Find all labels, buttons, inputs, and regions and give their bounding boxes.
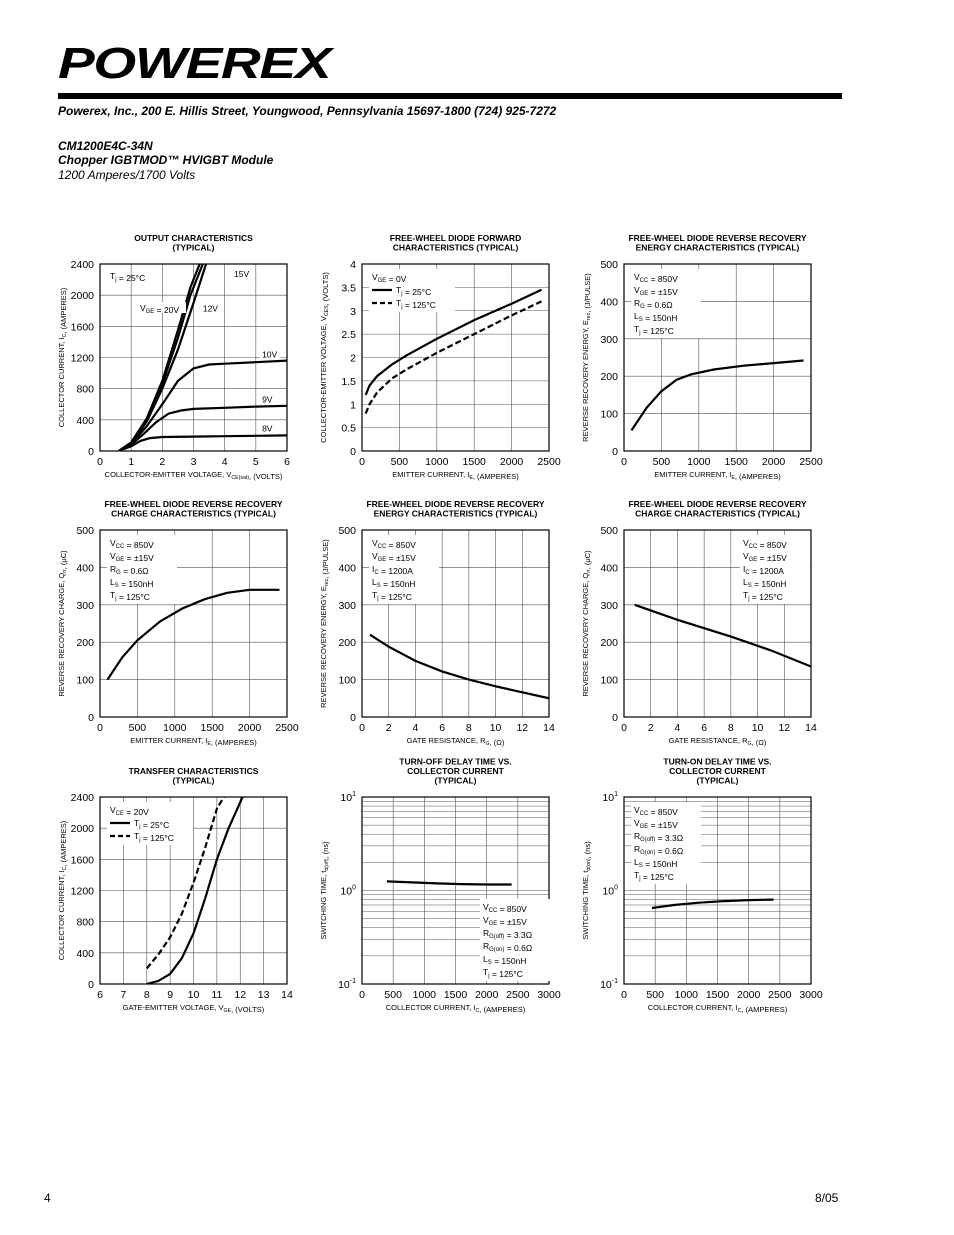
y-tick-label: 4	[350, 259, 356, 271]
chart-title-line: CHARGE CHARACTERISTICS (TYPICAL)	[635, 508, 800, 519]
x-tick-label: 4	[412, 722, 419, 734]
x-tick-label: 1	[128, 456, 135, 468]
company-address: Powerex, Inc., 200 E. Hillis Street, Youngwood, Pennsylvania 15697-1800 (724) 925-7272	[58, 104, 557, 118]
x-tick-label: 2500	[506, 989, 530, 1001]
x-axis-label: GATE RESISTANCE, $R_G$, (Ω)	[668, 736, 767, 747]
annotation-text: $L_S = 150nH$	[634, 857, 678, 869]
y-axis-label: COLLECTOR CURRENT, $I_C$, (AMPERES)	[57, 287, 68, 428]
y-axis-label: REVERSE RECOVERY CHARGE, $Q_{rr}$, (μC)	[57, 550, 68, 697]
x-tick-label: 12	[778, 722, 791, 734]
x-tick-label: 1000	[412, 989, 437, 1001]
model-number: CM1200E4C-34N	[58, 139, 153, 153]
annotation-text: $V_{CE} = 20V$	[110, 805, 149, 817]
y-tick-label: 1200	[70, 885, 94, 898]
annotation-text: $L_S = 150nH$	[634, 311, 678, 323]
y-axis-label: REVERSE RECOVERY CHARGE, $Q_{rr}$, (μC)	[581, 550, 592, 697]
annotation-text: $V_{CC} = 850V$	[634, 805, 678, 817]
y-tick-label: $10^{-1}$	[338, 978, 356, 991]
curve-label: 9V	[262, 394, 273, 405]
annotation-text: $L_S = 150nH$	[743, 577, 787, 589]
x-tick-label: 500	[646, 989, 664, 1001]
x-tick-label: 6	[97, 989, 103, 1001]
y-tick-label: 400	[600, 562, 618, 575]
x-tick-label: 2	[385, 722, 392, 734]
chart-c2	[319, 233, 561, 481]
chart-c1	[57, 233, 290, 481]
x-axis-label: COLLECTOR-EMITTER VOLTAGE, $V_{CE(sat)}$, (VOLTS)	[104, 470, 283, 481]
x-tick-label: 5	[252, 456, 259, 468]
annotation-text: $V_{GE} = \pm 15V$	[743, 551, 787, 563]
x-axis-label: GATE RESISTANCE, $R_G$, (Ω)	[406, 736, 505, 747]
x-tick-label: 1000	[674, 989, 699, 1001]
annotation-text: $R_{G(off)} = 3.3\Omega$	[483, 928, 533, 940]
annotation-text: $L_S = 150nH$	[372, 577, 416, 589]
annotation-text: $T_j = 125^\circ C$	[110, 590, 150, 602]
x-tick-label: 1000	[425, 456, 449, 468]
y-tick-label: $10^0$	[602, 884, 618, 898]
x-tick-label: 1500	[200, 722, 224, 734]
chart-title-line: COLLECTOR CURRENT	[407, 766, 504, 776]
chart-c4	[57, 499, 299, 747]
x-tick-label: 2	[159, 456, 166, 468]
annotation-text: $V_{CC} = 850V$	[483, 902, 527, 914]
annotation-text: $T_j = 25^\circ C$	[110, 271, 146, 283]
annotation-text: $V_{CC} = 850V$	[110, 538, 154, 550]
y-tick-label: 1600	[70, 321, 94, 334]
x-tick-label: 2500	[799, 456, 823, 468]
curve-label: 12V	[202, 303, 218, 314]
series-line	[387, 881, 512, 884]
y-tick-label: 2000	[70, 290, 94, 303]
y-tick-label: 400	[600, 296, 618, 309]
y-tick-label: 400	[76, 414, 94, 427]
legend-label: $T_j = 125^\circ C$	[396, 298, 436, 310]
x-tick-label: 0	[359, 722, 365, 734]
chart-title-line: TRANSFER CHARACTERISTICS	[128, 766, 259, 776]
y-tick-label: 100	[600, 674, 618, 687]
y-tick-label: 100	[600, 408, 618, 421]
powerex-logo: POWEREX	[58, 39, 331, 88]
series-line	[652, 900, 774, 908]
x-axis-label: COLLECTOR CURRENT, $I_C$, (AMPERES)	[647, 1003, 788, 1014]
y-tick-label: 400	[76, 947, 94, 960]
x-tick-label: 14	[543, 722, 555, 734]
y-tick-label: 500	[600, 259, 618, 271]
y-tick-label: 400	[76, 562, 94, 575]
y-axis-label: SWITCHING TIME, $t_{d(on)}$, (ns)	[581, 841, 592, 940]
y-tick-label: 1.5	[341, 375, 356, 388]
y-tick-label: 2400	[70, 259, 94, 271]
x-tick-label: 2000	[474, 989, 499, 1001]
y-tick-label: 100	[76, 674, 94, 687]
chart-title-line: FREE-WHEEL DIODE REVERSE RECOVERY	[366, 499, 545, 509]
chart-title-line: FREE-WHEEL DIODE FORWARD	[389, 233, 522, 243]
series-line	[632, 361, 804, 431]
y-tick-label: 300	[76, 599, 94, 612]
y-tick-label: 0	[350, 712, 356, 724]
annotation-text: $V_{CC} = 850V$	[743, 538, 787, 550]
x-tick-label: 14	[805, 722, 817, 734]
x-tick-label: 9	[167, 989, 174, 1001]
annotation-text: $L_S = 150nH$	[110, 577, 154, 589]
x-tick-label: 1000	[163, 722, 187, 734]
annotation-text: $V_{GE} = 20V$	[140, 303, 180, 315]
x-tick-label: 11	[211, 989, 223, 1001]
x-tick-label: 0	[359, 456, 365, 468]
chart-title-line: (TYPICAL)	[434, 775, 477, 786]
x-tick-label: 12	[516, 722, 529, 734]
y-tick-label: 800	[76, 916, 94, 929]
y-tick-label: 300	[600, 599, 618, 612]
x-tick-label: 3000	[799, 989, 823, 1001]
y-axis-label: REVERSE RECOVERY ENERGY, $E_{rec}$, (J/PULSE)	[319, 539, 330, 708]
annotation-text: $I_C = 1200A$	[743, 564, 784, 576]
y-tick-label: 0	[88, 979, 94, 991]
y-tick-label: $10^0$	[340, 884, 356, 898]
y-tick-label: 100	[338, 674, 356, 687]
x-tick-label: 500	[384, 989, 402, 1001]
annotation-text: $T_j = 125^\circ C$	[743, 590, 783, 602]
y-axis-label: COLLECTOR-EMITTER VOLTAGE, $V_{CES}$, (VOLTS)	[319, 272, 330, 443]
y-tick-label: 300	[600, 333, 618, 346]
revision-date: 8/05	[815, 1191, 839, 1205]
x-tick-label: 500	[128, 722, 147, 734]
x-tick-label: 8	[143, 989, 150, 1001]
y-tick-label: 200	[600, 371, 618, 384]
y-tick-label: 0.5	[341, 422, 356, 435]
chart-title-line: TURN-ON DELAY TIME VS.	[663, 756, 772, 767]
annotation-text: $R_{G(on)} = 0.6\Omega$	[483, 941, 533, 953]
x-tick-label: 1500	[443, 989, 468, 1001]
annotation-text: $V_{GE} = \pm 15V$	[634, 818, 678, 830]
x-tick-label: 14	[281, 989, 293, 1001]
y-tick-label: 500	[600, 525, 618, 537]
annotation-text: $T_j = 125^\circ C$	[634, 870, 674, 882]
x-tick-label: 3000	[537, 989, 561, 1001]
annotation-text: $V_{GE} = \pm 15V$	[634, 285, 678, 297]
y-tick-label: $10^1$	[340, 791, 356, 804]
y-tick-label: 200	[338, 637, 356, 650]
x-axis-label: EMITTER CURRENT, $I_E$, (AMPERES)	[130, 736, 257, 747]
x-tick-label: 1500	[724, 456, 748, 468]
y-tick-label: 400	[338, 562, 356, 575]
x-tick-label: 13	[257, 989, 270, 1001]
x-tick-label: 10	[751, 722, 764, 734]
annotation-text: $R_{G(off)} = 3.3\Omega$	[634, 831, 684, 843]
series-line	[119, 435, 287, 451]
y-axis-label: COLLECTOR CURRENT, $I_C$, (AMPERES)	[57, 820, 68, 961]
chart-title-line: (TYPICAL)	[696, 775, 739, 786]
y-axis-label: SWITCHING TIME, $t_{d(off)}$, (ns)	[319, 841, 330, 940]
y-tick-label: 2.5	[341, 329, 356, 342]
x-tick-label: 1000	[687, 456, 711, 468]
x-axis-label: EMITTER CURRENT, $I_E$, (AMPERES)	[392, 470, 519, 481]
chart-c9	[581, 757, 823, 1015]
x-tick-label: 1500	[462, 456, 486, 468]
chart-title-line: (TYPICAL)	[172, 775, 215, 786]
y-tick-label: 500	[338, 525, 356, 537]
chart-title-line: OUTPUT CHARACTERISTICS	[134, 233, 253, 243]
chart-title-line: COLLECTOR CURRENT	[669, 766, 766, 776]
annotation-text: $V_{GE} = \pm 15V$	[110, 551, 154, 563]
chart-title-line: ENERGY CHARACTERISTICS (TYPICAL)	[635, 242, 800, 253]
x-tick-label: 2500	[768, 989, 792, 1001]
x-tick-label: 2000	[237, 722, 262, 734]
annotation-text: $L_S = 150nH$	[483, 954, 527, 966]
y-tick-label: 0	[612, 712, 618, 724]
x-tick-label: 8	[727, 722, 734, 734]
y-tick-label: 3.5	[341, 282, 356, 295]
x-tick-label: 2500	[275, 722, 299, 734]
y-tick-label: 0	[350, 446, 356, 458]
y-tick-label: $10^{-1}$	[600, 978, 618, 991]
y-tick-label: $10^1$	[602, 791, 618, 804]
chart-c8	[319, 757, 561, 1015]
annotation-text: $I_C = 1200A$	[372, 564, 413, 576]
y-tick-label: 200	[600, 637, 618, 650]
x-tick-label: 10	[187, 989, 200, 1001]
y-tick-label: 2000	[70, 823, 94, 836]
x-tick-label: 0	[97, 456, 103, 468]
x-axis-label: GATE-EMITTER VOLTAGE, $V_{GE}$, (VOLTS)	[122, 1003, 265, 1014]
x-axis-label: COLLECTOR CURRENT, $I_C$, (AMPERES)	[385, 1003, 526, 1014]
legend-label: $T_j = 25^\circ C$	[134, 818, 170, 830]
legend-label: $T_j = 125^\circ C$	[134, 831, 174, 843]
annotation-text: $V_{CC} = 850V$	[634, 272, 678, 284]
chart-title-line: CHARGE CHARACTERISTICS (TYPICAL)	[111, 508, 276, 519]
annotation-text: $R_G = 0.6\Omega$	[110, 564, 149, 576]
legend-label: $T_j = 25^\circ C$	[396, 285, 432, 297]
x-tick-label: 6	[284, 456, 290, 468]
y-tick-label: 1600	[70, 854, 94, 867]
x-tick-label: 4	[674, 722, 681, 734]
y-tick-label: 500	[76, 525, 94, 537]
x-tick-label: 2	[647, 722, 654, 734]
annotation-text: $T_j = 125^\circ C$	[372, 590, 412, 602]
annotation-text: $V_{CC} = 850V$	[372, 538, 416, 550]
chart-title-line: ENERGY CHARACTERISTICS (TYPICAL)	[373, 508, 538, 519]
chart-c5	[319, 499, 555, 747]
chart-c6	[581, 499, 817, 747]
y-tick-label: 300	[338, 599, 356, 612]
x-tick-label: 6	[701, 722, 708, 734]
x-tick-label: 12	[234, 989, 247, 1001]
chart-title-line: FREE-WHEEL DIODE REVERSE RECOVERY	[104, 499, 283, 509]
annotation-text: $V_{GE} = \pm 15V$	[483, 915, 527, 927]
annotation-text: $V_{GE} = \pm 15V$	[372, 551, 416, 563]
annotation-text: $V_{GE} = 0V$	[372, 272, 407, 284]
x-tick-label: 10	[489, 722, 502, 734]
y-tick-label: 3	[350, 305, 356, 318]
x-tick-label: 0	[621, 456, 627, 468]
x-tick-label: 500	[390, 456, 409, 468]
curve-label: 15V	[234, 269, 250, 280]
y-tick-label: 800	[76, 383, 94, 396]
y-tick-label: 0	[88, 446, 94, 458]
curve-label: 8V	[262, 423, 273, 434]
product-rating: 1200 Amperes/1700 Volts	[58, 168, 196, 182]
y-tick-label: 1200	[70, 352, 94, 365]
x-tick-label: 500	[652, 456, 671, 468]
x-tick-label: 4	[221, 456, 228, 468]
y-axis-label: REVERSE RECOVERY ENERGY, $E_{rec}$, (J/PULSE)	[581, 273, 592, 442]
annotation-text: $T_j = 125^\circ C$	[634, 324, 674, 336]
x-tick-label: 2000	[761, 456, 786, 468]
chart-c7	[57, 766, 293, 1014]
x-tick-label: 0	[621, 989, 627, 1001]
chart-title-line: FREE-WHEEL DIODE REVERSE RECOVERY	[628, 499, 807, 509]
y-tick-label: 2400	[70, 792, 94, 804]
x-tick-label: 6	[439, 722, 446, 734]
y-tick-label: 0	[88, 712, 94, 724]
x-tick-label: 1500	[705, 989, 730, 1001]
x-tick-label: 8	[465, 722, 472, 734]
annotation-text: $T_j = 125^\circ C$	[483, 967, 523, 979]
x-tick-label: 2500	[537, 456, 561, 468]
x-tick-label: 2000	[499, 456, 524, 468]
x-tick-label: 2000	[736, 989, 761, 1001]
annotation-text: $R_{G(on)} = 0.6\Omega$	[634, 844, 684, 856]
chart-title-line: (TYPICAL)	[172, 242, 215, 253]
y-tick-label: 1	[350, 399, 356, 412]
x-tick-label: 0	[359, 989, 365, 1001]
chart-title-line: CHARACTERISTICS (TYPICAL)	[392, 242, 519, 253]
x-tick-label: 3	[190, 456, 197, 468]
y-tick-label: 200	[76, 637, 94, 650]
x-tick-label: 0	[621, 722, 627, 734]
x-tick-label: 7	[120, 989, 127, 1001]
y-tick-label: 0	[612, 446, 618, 458]
x-axis-label: EMITTER CURRENT, $I_E$, (AMPERES)	[654, 470, 781, 481]
chart-title-line: TURN-OFF DELAY TIME VS.	[399, 756, 512, 767]
y-tick-label: 2	[350, 352, 356, 365]
product-title: Chopper IGBTMOD™ HVIGBT Module	[58, 153, 274, 167]
curve-label: 10V	[262, 349, 278, 360]
chart-title-line: FREE-WHEEL DIODE REVERSE RECOVERY	[628, 233, 807, 243]
annotation-text: $R_G = 0.6\Omega$	[634, 298, 673, 310]
x-tick-label: 0	[97, 722, 103, 734]
chart-c3	[581, 233, 823, 481]
page-number: 4	[44, 1191, 51, 1205]
